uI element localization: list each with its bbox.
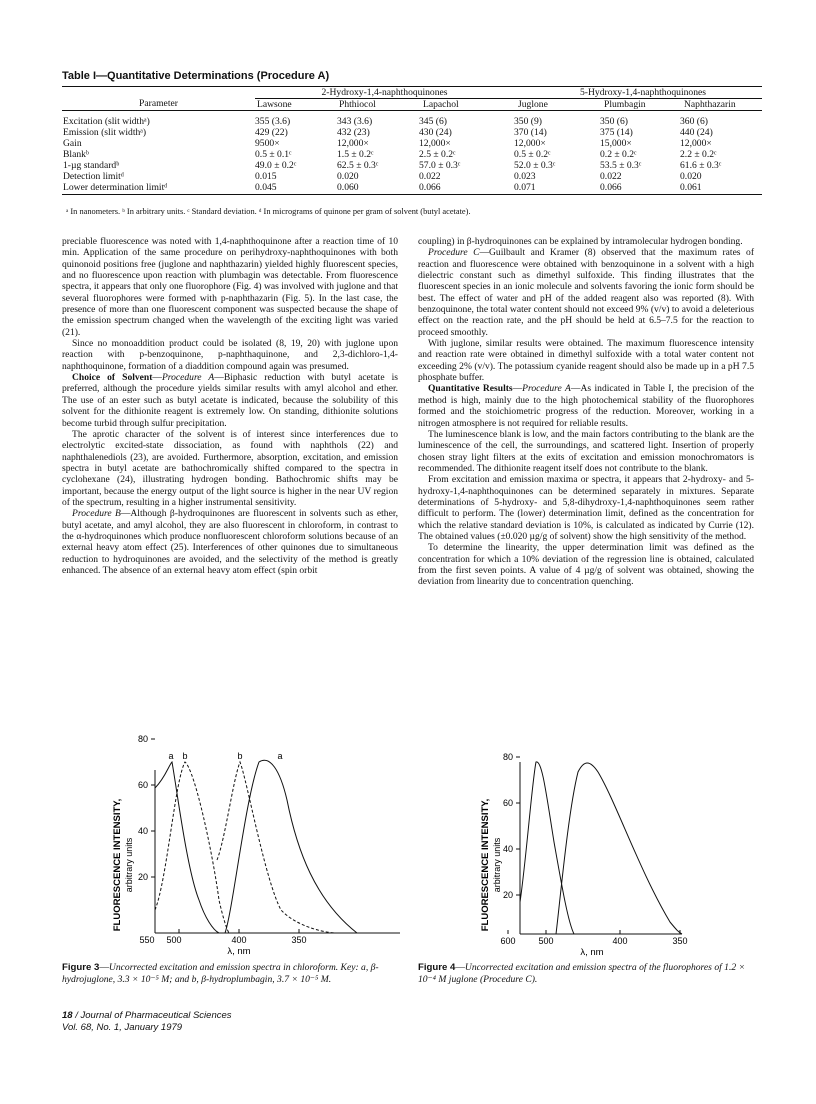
cell: 0.5 ± 0.1ᶜ [255, 149, 292, 160]
paragraph-text: Biphasic reduction with butyl acetate is preferred, although the procedure yields similar results with amyl alcohol and ether. The use of an ester such as butyl acetate is indicated, because the solubility of this solvent for the dithionite reagent is extremely low. On standing, dithionite solutions become turbid through sulfur precipitation. [62, 372, 398, 429]
procedure-label: Procedure A [522, 383, 571, 395]
cell: 0.045 [255, 182, 277, 193]
journal-name: Journal of Pharmaceutical Sciences [80, 1010, 232, 1021]
row-param: Blankᵇ [63, 149, 89, 160]
y-tick-label: 60 [137, 780, 148, 790]
cell: 61.6 ± 0.3ᶜ [680, 160, 722, 171]
y-tick-label: 40 [502, 844, 513, 854]
left-text-column [62, 236, 398, 576]
x-axis-label: λ, nm [227, 946, 251, 957]
curve-a-excitation [155, 762, 219, 933]
cell: 0.071 [514, 182, 536, 193]
cell: 350 (9) [514, 116, 542, 127]
cell: 12,000× [337, 138, 369, 149]
y-tick-label: 80 [502, 752, 513, 762]
paragraph: Since no monoaddition product could be isolated (8, 19, 20) with juglone upon reaction with p-benzoquinone, p-naphthaquinone, and 2,3-dichloro-1,4-naphthoquinone, formation of a diaddition compound again was presumed. [62, 338, 398, 372]
cell: 0.2 ± 0.2ᶜ [600, 149, 637, 160]
col-header: Lawsone [257, 99, 292, 110]
y-tick-label: 20 [137, 872, 148, 882]
cell: 343 (3.6) [337, 116, 373, 127]
cell: 0.5 ± 0.2ᶜ [514, 149, 551, 160]
paragraph: The luminescence blank is low, and the main factors contributing to the blank are the luminescence of the cell, the surroundings, and scattered light. Insertion of properly chosen stray light filters at the exits of excitation and emission monochromators is recommended. The dithionite reagent itself does not contribute to the blank. [418, 428, 754, 474]
cell: 53.5 ± 0.3ᶜ [600, 160, 642, 171]
table-row [62, 160, 762, 171]
page-number: 18 [62, 1010, 73, 1021]
paragraph: Choice of Solvent—Procedure A—Biphasic reduction with butyl acetate is preferred, although the procedure yields similar results with amyl alcohol and ether. The use of an ester such as butyl acetate is indicated, because the solubility of this solvent for the dithionite reagent is extremely low. On standing, dithionite solutions become turbid through sulfur precipitation. [62, 372, 398, 429]
cell: 0.022 [600, 171, 622, 182]
paragraph-text: Guilbault and Kramer (8) observed that the maximum rates of reaction and fluorescence were obtained with benzoquinone in a solvent with a high dielectric constant such as dimethyl sulfoxide. This finding illustrates that the fluorescent species in an ionic molecule and solvents favoring the ionic form should be best. The effect of water and pH of the added reagent also was reported (8). With benzoquinone, the total water content should not exceed 9% (v/v) to avoid a deleterious effect on the reaction rate, and the pH should be held at 6.5–7.5 for the reaction to proceed smoothly. [418, 247, 754, 338]
paragraph: The aprotic character of the solvent is of interest since interferences due to electrolytic excited-state dissociation, as found with naphthols (22) and naphthalenediols (23), are avoided. Furthermore, absorption, excitation, and emission spectra in butyl acetate are bathochromically shifted compared to the spectra in cyclohexane (24), illustrating hydrogen bonding. Bathochromic shifts may be important, because the energy output of the light source is higher in the near UV region of the spectrum, resulting in a higher instrumental sensitivity. [62, 428, 398, 508]
cell: 350 (6) [600, 116, 628, 127]
journal-footer: 18 / Journal of Pharmaceutical Sciences Vol. 68, No. 1, January 1979 [62, 1010, 232, 1033]
cell: 9500× [255, 138, 280, 149]
figure-4-ylabel [476, 790, 508, 940]
paragraph: Procedure B—Although β-hydroquinones are fluorescent in solvents such as ether, butyl acetate, and amyl alcohol, they are also fluorescent in chloroform, in contrast to the α-hydroquinones which produce nonfluorescent chloroform solutions because of an external heavy atom effect (25). Interferences of other quinones due to simultaneous reduction to hydroquinones are avoided, and the selectivity of the method is greatly enhanced. The absence of an external heavy atom effect (spin orbit [62, 508, 399, 576]
journal-issue: Vol. 68, No. 1, January 1979 [62, 1021, 183, 1033]
cell: 345 (6) [419, 116, 447, 127]
row-param: Lower determination limitᵈ [63, 182, 168, 193]
paragraph-text: Although β-hydroquinones are fluorescent in solvents such as ether, butyl acetate, and amyl alcohol, they are also fluorescent in chloroform, in contrast to the α-hydroquinones which produce nonfluorescent chloroform solutions because of an external heavy atom effect (25). Interferences of other quinones due to simultaneous reduction to hydroquinones are avoided, and the selectivity of the method is greatly enhanced. The absence of an external heavy atom effect (spin orbit [62, 508, 399, 576]
paragraph: From excitation and emission maxima or spectra, it appears that 2-hydroxy- and 5-hydroxy-1,4-naphthoquinones can be determined separately in mixtures. Separate determinations of 5-hydroxy- and 5,8-dihydroxy-1,4-naphthoquinones seem rather difficult to perform. The (lower) determination limit, defined as the concentration for which the relative standard deviation is 10%, is calculated as indicated by Currie (12). The obtained values (±0.020 µg/g of solvent) show the high sensitivity of the method. [418, 474, 754, 542]
row-param: Detection limitᵈ [63, 171, 124, 182]
procedure-label: Procedure C [428, 247, 480, 259]
paragraph-text: As indicated in Table I, the precision of the method is high, mainly due to the high photochemical stability of the fluorophores formed and the stoichiometric progress of the reduction. Moreover, working in a nitrogen atmosphere is not required for reliable results. [418, 383, 754, 429]
x-tick-label: 350 [672, 936, 688, 946]
cell: 52.0 ± 0.3ᶜ [514, 160, 556, 171]
figure-4-caption: Figure 4—Uncorrected excitation and emission spectra of the fluorophores of 1.2 × 10⁻⁴ M juglone (Procedure C). [418, 962, 746, 985]
x-tick-label: 500 [538, 936, 554, 946]
table-row [62, 111, 762, 128]
cell: 429 (22) [255, 127, 288, 138]
cell: 49.0 ± 0.2ᶜ [255, 160, 297, 171]
table-row [62, 138, 762, 149]
procedure-label: Procedure B [72, 508, 121, 520]
y-tick-label: 60 [502, 798, 513, 808]
cell: 375 (14) [600, 127, 633, 138]
cell: 432 (23) [337, 127, 370, 138]
table-footnote: ᵃ In nanometers. ᵇ In arbitrary units. ᶜ Standard deviation. ᵈ In micrograms of quinone per gram of solvent (butyl acetate). [66, 207, 471, 216]
figure-3-plot [95, 734, 415, 960]
curve-a-emission [225, 760, 357, 933]
paragraph: preciable fluorescence was noted with 1,4-naphthoquinone after a reaction time of 10 min. Application of the same procedure on perihydroxy-naphthoquinones with both quinonoid positions free (juglone and naphthazarin) yielded highly fluorescent species, and no fluorescence upon reaction with plumbagin was detectable. From fluorescence spectra, it appears that only one fluorophore (Fig. 4) was involved with juglone and that several fluorophores were formed with p-naphthazarin (Fig. 5). In the last case, the presence of more than one fluorescent component was suspected because the shape of the emission spectrum changed when the wavelength of the exciting light was varied (21). [62, 236, 398, 338]
group-header-5-hydroxy: 5-Hydroxy-1,4-naphthoquinones [514, 87, 762, 99]
x-ticks [500, 930, 687, 946]
col-header: Naphthazarin [684, 99, 736, 110]
curve-b-emission [217, 762, 335, 933]
y-axis-label: FLUORESCENCE INTENSITY, [480, 798, 491, 932]
curve-b-excitation [155, 762, 229, 933]
row-param: Emission (slit widthᵃ) [63, 127, 147, 138]
col-header: Plumbagin [604, 99, 646, 110]
row-param: Excitation (slit widthᵃ) [63, 116, 150, 127]
cell: 2.2 ± 0.2ᶜ [680, 149, 717, 160]
cell: 0.015 [255, 171, 277, 182]
y-ticks [138, 734, 155, 882]
right-text-column [418, 236, 754, 588]
cell: 0.066 [600, 182, 622, 193]
section-heading: Choice of Solvent [72, 372, 153, 384]
x-axis-label: λ, nm [580, 947, 604, 958]
x-tick-label: 500 [166, 935, 182, 945]
figure-label: Figure 3 [62, 962, 100, 973]
cell: 355 (3.6) [255, 116, 291, 127]
table-row [62, 182, 762, 195]
cell: 0.061 [680, 182, 702, 193]
cell: 360 (6) [680, 116, 708, 127]
x-tick-label: 600 [500, 936, 516, 946]
cell: 0.066 [419, 182, 441, 193]
cell: 0.022 [419, 171, 441, 182]
y-axis-label-units: arbitrary units [492, 837, 502, 893]
caption-text: Uncorrected excitation and emission spectra in chloroform. Key: a, β-hydrojuglone, 3.3 × 10⁻⁵ M; and b, β-hydroplumbagin, 3.7 × 10⁻⁵ M. [62, 962, 379, 985]
y-axis-label: FLUORESCENCE INTENSITY, [112, 798, 123, 932]
paragraph: Quantitative Results—Procedure A—As indicated in Table I, the precision of the method is high, mainly due to the high photochemical stability of the fluorophores formed and the stoichiometric progress of the reduction. Moreover, working in a nitrogen atmosphere is not required for reliable results. [418, 383, 754, 429]
figure-label: Figure 4 [418, 962, 456, 973]
cell: 0.060 [337, 182, 359, 193]
x-tick-label: 400 [612, 936, 628, 946]
paragraph: To determine the linearity, the upper determination limit was defined as the concentration for which a 10% deviation of the regression line is obtained, calculated from the first seven points. A value of 4 µg/g of solvent was obtained, showing the deviation from linearity due to concentration quenching. [418, 542, 754, 588]
y-axis-label-units: arbitrary units [124, 837, 134, 893]
table-row [62, 127, 762, 138]
x-tick-label: 550 [139, 935, 155, 945]
row-param: 1-µg standardᵇ [63, 160, 120, 171]
quantitative-table [62, 86, 762, 195]
paragraph: coupling) in β-hydroquinones can be explained by intramolecular hydrogen bonding. [418, 236, 743, 247]
paragraph: With juglone, similar results were obtained. The maximum fluorescence intensity and reaction rate were obtained in dimethyl sulfoxide with a total water content not exceeding 2% (v/v). The potassium cyanide reagent should also be made up in a pH 7.5 phosphate buffer. [418, 338, 754, 384]
y-tick-label: 20 [502, 890, 513, 900]
curve-label: a [168, 751, 174, 761]
cell: 370 (14) [514, 127, 547, 138]
paragraph: Procedure C—Guilbault and Kramer (8) observed that the maximum rates of reaction and fluorescence were obtained with benzoquinone in a solvent with a high dielectric constant such as dimethyl sulfoxide. This finding illustrates that the fluorescent species in an ionic molecule and solvents favoring the ionic form should be best. The effect of water and pH of the added reagent also was reported (8). With benzoquinone, the total water content should not exceed 9% (v/v) to avoid a deleterious effect on the reaction rate, and the pH should be held at 6.5–7.5 for the reaction to proceed smoothly. [418, 247, 754, 338]
cell: 0.020 [337, 171, 359, 182]
cell: 0.020 [680, 171, 702, 182]
x-tick-label: 400 [231, 935, 247, 945]
curve-label: b [237, 751, 243, 761]
cell: 430 (24) [419, 127, 452, 138]
cell: 15,000× [600, 138, 632, 149]
table-row [62, 149, 762, 160]
cell: 0.023 [514, 171, 536, 182]
cell: 62.5 ± 0.3ᶜ [337, 160, 379, 171]
emission-curve [556, 763, 682, 934]
col-header: Juglone [518, 99, 548, 110]
y-tick-label: 80 [137, 734, 148, 744]
cell: 12,000× [680, 138, 712, 149]
col-header: Lapachol [423, 99, 459, 110]
curve-label: a [277, 751, 283, 761]
table-title: Table I—Quantitative Determinations (Procedure A) [62, 70, 330, 82]
param-header: Parameter [62, 87, 255, 111]
cell: 1.5 ± 0.2ᶜ [337, 149, 374, 160]
caption-text: Uncorrected excitation and emission spectra of the fluorophores of 1.2 × 10⁻⁴ M juglone (Procedure C). [418, 962, 746, 985]
procedure-label: Procedure A [161, 372, 215, 384]
group-header-2-hydroxy: 2-Hydroxy-1,4-naphthoquinones [255, 87, 514, 99]
cell: 57.0 ± 0.3ᶜ [419, 160, 461, 171]
curve-label: b [182, 751, 188, 761]
y-tick-label: 40 [137, 826, 148, 836]
figure-3-ylabel [108, 790, 140, 940]
cell: 440 (24) [680, 127, 713, 138]
section-heading: Quantitative Results [428, 383, 513, 395]
col-header: Phthiocol [339, 99, 376, 110]
table-row [62, 171, 762, 182]
cell: 12,000× [419, 138, 451, 149]
cell: 2.5 ± 0.2ᶜ [419, 149, 456, 160]
x-tick-label: 350 [291, 935, 307, 945]
figure-3-caption: Figure 3—Uncorrected excitation and emission spectra in chloroform. Key: a, β-hydrojuglone, 3.3 × 10⁻⁵ M; and b, β-hydroplumbagin, 3.7 × 10⁻⁵ M. [62, 962, 379, 985]
row-param: Gain [63, 138, 82, 149]
cell: 12,000× [514, 138, 546, 149]
x-ticks [139, 929, 306, 945]
